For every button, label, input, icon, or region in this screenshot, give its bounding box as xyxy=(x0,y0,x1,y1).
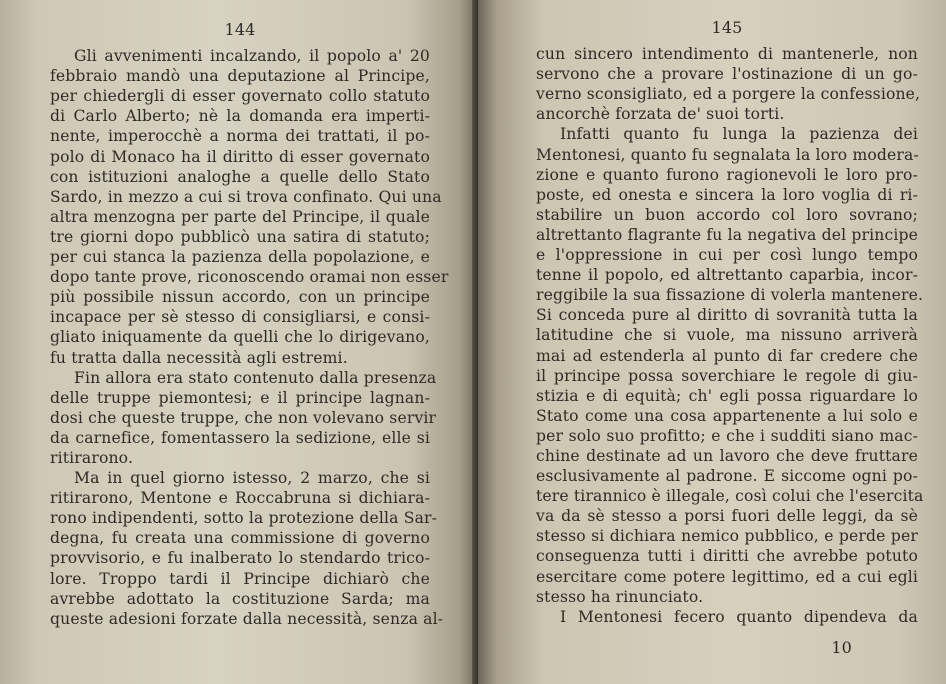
text-line: gliato iniquamente da quelli che lo dirigevano, xyxy=(50,328,430,347)
text-line: poste, ed onesta e sincera la loro voglia di ri- xyxy=(536,185,918,204)
text-line: reggibile la sua fissazione di volerla mantenere. xyxy=(536,286,924,305)
text-line: ancorchè forzata de' suoi torti. xyxy=(536,105,785,124)
text-line: Mentonesi, quanto fu segnalata la loro modera- xyxy=(536,145,919,164)
right-page xyxy=(478,0,946,684)
text-line: per chiedergli di esser governato collo statuto xyxy=(50,87,430,106)
text-line: mai ad estenderla al punto di far credere che xyxy=(536,346,918,365)
text-line: stabilire un buon accordo col loro sovrano; xyxy=(536,205,918,224)
text-line: zione e quanto furono ragionevoli le loro pro- xyxy=(536,165,918,184)
text-line: Sardo, in mezzo a cui si trova confinato. Qui una xyxy=(50,187,442,206)
text-line: polo di Monaco ha il diritto di esser governato xyxy=(50,147,430,166)
text-line: servono che a provare l'ostinazione di un go- xyxy=(536,65,918,84)
text-line: Fin allora era stato contenuto dalla presenza xyxy=(74,368,437,387)
text-line: rono indipendenti, sotto la protezione della Sar- xyxy=(50,509,438,528)
text-line: I Mentonesi fecero quanto dipendeva da xyxy=(560,607,918,626)
text-line: Infatti quanto fu lunga la pazienza dei xyxy=(560,125,918,144)
text-line: conseguenza tutti i diritti che avrebbe potuto xyxy=(536,547,918,566)
text-line: lore. Troppo tardi il Principe dichiarò che xyxy=(50,569,430,588)
text-line: Si conceda pure al diritto di sovranità tutta la xyxy=(536,306,918,325)
text-line: cun sincero intendimento di mantenerle, non xyxy=(536,45,918,64)
text-line: fu tratta dalla necessità agli estremi. xyxy=(50,348,348,367)
text-line: stesso ha rinunciato. xyxy=(536,587,704,606)
text-line: esercitare come potere legittimo, ed a cui egli xyxy=(536,567,918,586)
text-line: tre giorni dopo pubblicò una satira di statuto; xyxy=(50,227,430,246)
text-line: Stato come una cosa appartenente a lui solo e xyxy=(536,406,918,425)
text-line: chine destinate ad un lavoro che deve fruttare xyxy=(536,446,918,465)
text-line: va da sè stesso a porsi fuori delle leggi, da sè xyxy=(536,507,918,526)
text-line: tenne il popolo, ed altrettanto caparbia, incor- xyxy=(536,266,918,285)
text-line: stizia e di equità; ch' egli possa riguardare lo xyxy=(536,386,918,405)
text-line: altrettanto flagrante fu la negativa del principe xyxy=(536,225,918,244)
text-line: febbraio mandò una deputazione al Principe, xyxy=(50,67,430,86)
text-line: degna, fu creata una commissione di governo xyxy=(50,529,430,548)
text-line: stesso si dichiara nemico pubblico, e perde per xyxy=(536,527,918,546)
text-line: delle truppe piemontesi; e il principe lagnan- xyxy=(50,388,430,407)
text-line: e l'oppressione in cui per così lungo tempo xyxy=(536,246,918,265)
text-line: esclusivamente al padrone. E siccome ogni po- xyxy=(536,467,918,486)
text-line: tere tirannico è illegale, così colui che l'esercita xyxy=(536,487,924,506)
text-line: avrebbe adottato la costituzione Sarda; ma xyxy=(50,589,430,608)
text-line: verno sconsigliato, ed a porgere la confessione, xyxy=(536,85,921,104)
text-line: il principe possa soverchiare le regole di giu- xyxy=(536,366,918,385)
text-line: provvisorio, e fu inalberato lo stendardo trico- xyxy=(50,549,430,568)
text-line: dosi che queste truppe, che non volevano servir xyxy=(50,408,437,427)
text-line: di Carlo Alberto; nè la domanda era imperti- xyxy=(50,107,430,126)
text-line: latitudine che si vuole, ma nissuno arriverà xyxy=(536,326,918,345)
signature-mark: 10 xyxy=(831,637,852,657)
left-page-text xyxy=(50,46,449,629)
right-page-text xyxy=(536,44,924,627)
text-line: più possibile nissun accordo, con un principe xyxy=(50,288,430,307)
text-line: altra menzogna per parte del Principe, il quale xyxy=(50,207,430,226)
text-line: Ma in quel giorno istesso, 2 marzo, che si xyxy=(74,469,430,488)
text-line: ritirarono. xyxy=(50,448,134,467)
page-number: 145 xyxy=(711,18,743,37)
text-line: da carnefice, fomentassero la sedizione, elle si xyxy=(50,428,430,447)
text-line: incapace per sè stesso di consigliarsi, e consi- xyxy=(50,308,430,327)
text-line: per solo suo profitto; e che i sudditi siano mac- xyxy=(536,426,918,445)
text-line: ritirarono, Mentone e Roccabruna si dichiara- xyxy=(50,489,430,508)
text-line: per cui stanca la pazienza della popolazione, e xyxy=(50,248,430,267)
text-line: queste adesioni forzate dalla necessità, senza al- xyxy=(50,609,444,628)
text-line: Gli avvenimenti incalzando, il popolo a' 20 xyxy=(74,47,430,66)
text-line: dopo tante prove, riconoscendo oramai non esser xyxy=(50,268,449,287)
text-line: con istituzioni analoghe a quelle dello Stato xyxy=(50,167,430,186)
text-line: nente, imperocchè a norma dei trattati, il po- xyxy=(50,127,430,146)
page-number: 144 xyxy=(224,20,256,39)
